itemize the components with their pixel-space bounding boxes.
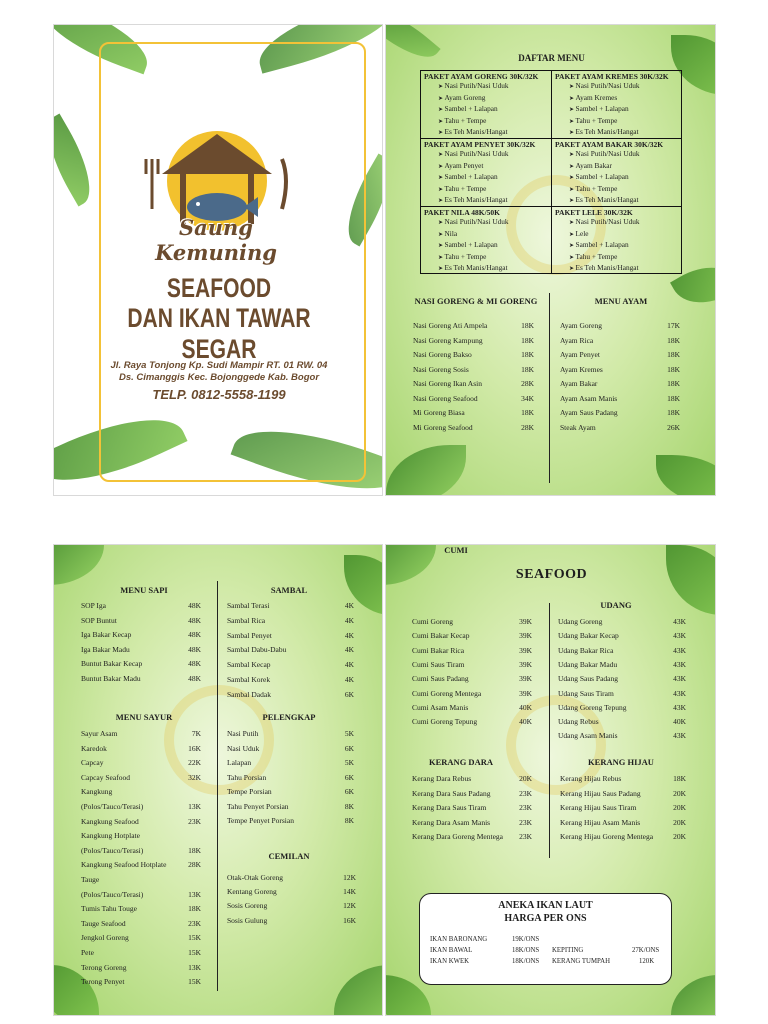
menu-item-name: Pete <box>81 948 94 957</box>
menu-item-name: Udang Saus Tiram <box>558 688 614 698</box>
menu-item-name: Sosis Gulung <box>227 915 268 925</box>
package-item: ➤ Nila <box>438 229 549 240</box>
ikan-price: 27K/ONS <box>632 947 660 954</box>
package-cell: PAKET AYAM PENYET 30K/32K ➤ Nasi Putih/Nasi Uduk ➤ Ayam Penyet ➤ Sambel + Lalapan ➤ Tahu + Tempe ➤ Es Teh Manis/Hangat ➤ <box>421 139 552 207</box>
menu-item-name: Ayam Kremes <box>560 364 603 374</box>
menu-item-price: 40K <box>673 717 686 727</box>
menu-item-price: 18K <box>521 335 534 345</box>
menu-item-price: 18K <box>667 379 680 388</box>
package-item: ➤ Nasi Putih/Nasi Uduk <box>438 217 549 228</box>
harga-per-ons-title: HARGA PER ONS <box>504 913 587 924</box>
ikan-name: KERANG TUMPAH <box>552 958 610 965</box>
package-item <box>569 274 680 275</box>
kerang-hijau-title: KERANG HIJAU <box>588 757 654 767</box>
package-item: ➤ Sambel + Lalapan <box>569 240 680 251</box>
menu-item-price: 4K <box>344 645 354 655</box>
menu-item-name: Cumi Goreng Tepung <box>412 717 478 727</box>
menu-item-price: 32K <box>188 772 201 782</box>
menu-item-name: Kerang Dara Saus Padang <box>412 788 491 798</box>
nasi-goreng-title: NASI GORENG & MI GORENG <box>414 296 538 306</box>
menu-item-name: Kerang Dara Goreng Mentega <box>412 832 503 841</box>
menu-item-name: Cumi Asam Manis <box>412 702 469 712</box>
menu-item-name: Kerang Hijau Saus Tiram <box>560 803 637 812</box>
ikan-price: 120K <box>639 958 655 965</box>
menu-item-name: Kangkung Hotplate <box>81 831 140 841</box>
menu-item-price: 6K <box>344 772 354 782</box>
package-item: ➤ Ayam Kremes <box>569 93 680 104</box>
menu-item-price: 43K <box>673 674 686 684</box>
menu-item-name: Nasi Goreng Ati Ampela <box>413 321 488 330</box>
package-item: ➤ Es Teh Manis/Hangat <box>438 195 549 206</box>
menu-item-price: 48K <box>188 644 201 654</box>
column-divider <box>549 293 550 483</box>
menu-item-price: 15K <box>188 948 201 957</box>
menu-item-price: 4K <box>344 660 354 670</box>
menu-item-name: Sambal Penyet <box>227 630 272 640</box>
menu-item-price: 43K <box>673 617 686 626</box>
menu-item-price: 23K <box>519 788 532 798</box>
menu-item-price: 5K <box>344 729 354 738</box>
menu-item-name: Lalapan <box>227 758 252 767</box>
package-cell: PAKET NILA 48K/50K ➤ Nasi Putih/Nasi Uduk ➤ Nila ➤ Sambel + Lalapan ➤ Tahu + Tempe ➤ Es Teh Manis/Hangat ➤ <box>421 207 552 275</box>
package-item: ➤ Es Teh Manis/Hangat <box>438 127 549 138</box>
menu-item-price: 5K <box>344 758 354 767</box>
menu-item-price: 48K <box>188 673 201 683</box>
menu-item-name: Tahu Penyet Porsian <box>227 801 289 811</box>
brand-name: Saung Kemuning <box>155 215 277 265</box>
package-item: ➤ Sambel + Lalapan <box>438 104 549 115</box>
cemilan-title: CEMILAN <box>268 851 310 861</box>
package-item: ➤ Tahu + Tempe <box>438 184 549 195</box>
menu-item-price: 48K <box>188 630 201 639</box>
menu-item-name: Cumi Bakar Kecap <box>412 631 470 641</box>
package-item: ➤ Ayam Penyet <box>438 161 549 172</box>
sambal-title: SAMBAL <box>270 585 308 595</box>
menu-item-price: 28K <box>521 422 534 432</box>
menu-item-price: 13K <box>188 962 201 972</box>
ikan-price: 18K/ONS <box>512 947 540 954</box>
palm-leaf-decoration <box>53 544 104 585</box>
menu-item-price: 48K <box>188 601 201 610</box>
menu-item-price: 39K <box>519 674 532 684</box>
menu-item-name: Ayam Asam Manis <box>560 393 618 403</box>
menu-item-price: 23K <box>519 832 532 841</box>
menu-item-name: Capcay <box>81 758 104 768</box>
menu-item-price: 23K <box>519 803 532 812</box>
ikan-name: IKAN KWEK <box>430 958 470 965</box>
menu-item-price: 48K <box>188 659 201 668</box>
menu-item-name: Udang Rebus <box>558 717 599 727</box>
menu-item-name: Mi Goreng Seafood <box>413 422 473 432</box>
menu-item-price: 43K <box>673 631 686 641</box>
menu-item-name: Udang Goreng <box>558 617 603 626</box>
menu-item-name: Ayam Penyet <box>560 350 600 359</box>
menu-item-name: Udang Goreng Tepung <box>558 702 627 712</box>
package-item <box>438 274 549 275</box>
menu-item-name: Otak-Otak Goreng <box>227 873 284 882</box>
menu-item-name: Buntut Bakar Madu <box>81 673 141 683</box>
package-item: ➤ Ayam Bakar <box>569 161 680 172</box>
menu-item-price: 4K <box>344 630 354 640</box>
menu-item-price: 18K <box>521 350 534 359</box>
table-divider <box>551 71 552 273</box>
package-item: ➤ Es Teh Manis/Hangat <box>569 195 680 206</box>
menu-item-price: 18K <box>667 335 680 345</box>
ikan-name: IKAN BARONANG <box>430 936 488 943</box>
address-line1: Jl. Raya Tonjong Kp. Sudi Mampir RT. 01 RW. 04 <box>110 360 328 371</box>
menu-item-price: 15K <box>188 933 201 943</box>
package-item: ➤ Tahu + Tempe <box>569 184 680 195</box>
menu-sapi-page <box>53 544 383 1016</box>
package-item: ➤ Nasi Putih/Nasi Uduk <box>569 81 680 92</box>
menu-item-name: Kerang Dara Asam Manis <box>412 817 491 827</box>
menu-item-price: 18K <box>667 350 680 359</box>
menu-item-price: 4K <box>344 675 354 684</box>
package-item: ➤ Sambel + Lalapan <box>438 240 549 251</box>
daftar-menu-title: DAFTAR MENU <box>518 53 585 63</box>
table-divider <box>421 206 681 207</box>
menu-item-price: 18K <box>521 364 534 374</box>
package-item: ➤ Nasi Putih/Nasi Uduk <box>438 81 549 92</box>
menu-item-name: Ayam Rica <box>560 335 594 345</box>
menu-item-name: Kentang Goreng <box>227 887 277 897</box>
menu-item-name: Sayur Asam <box>81 729 118 738</box>
menu-item-price: 39K <box>519 659 532 669</box>
menu-item-price: 6K <box>344 743 354 753</box>
menu-item-name: Cumi Goreng Mentega <box>412 688 482 698</box>
menu-item-name: Tumis Tahu Touge <box>81 904 137 914</box>
palm-leaf-decoration <box>53 114 104 207</box>
menu-item-price: 4K <box>344 601 354 610</box>
menu-item-price: 17K <box>667 321 680 330</box>
menu-item-price: 40K <box>519 702 532 712</box>
package-item: ➤ Sambel + Lalapan <box>569 172 680 183</box>
menu-item-price: 22K <box>188 758 201 768</box>
menu-item-name: Sambal Dabu-Dabu <box>227 645 287 655</box>
menu-item-name: Iga Bakar Madu <box>81 644 130 654</box>
phone-number: TELP. 0812-5558-1199 <box>152 387 286 402</box>
seafood-page <box>385 544 716 1016</box>
aneka-ikan-title: ANEKA IKAN LAUT <box>498 900 593 911</box>
menu-item-name: Kangkung <box>81 787 113 797</box>
menu-item-price: 13K <box>188 889 201 899</box>
menu-item-price: 18K <box>673 774 686 783</box>
menu-item-price: 16K <box>343 915 356 925</box>
palm-leaf-decoration <box>386 445 466 496</box>
ikan-name: KEPITING <box>552 947 584 954</box>
menu-item-price: 39K <box>519 631 532 641</box>
menu-item-price: 8K <box>344 816 354 825</box>
menu-item-price: 4K <box>344 615 354 625</box>
palm-leaf-decoration <box>385 24 441 70</box>
menu-item-name: Ayam Goreng <box>560 321 603 330</box>
menu-item-name: Kerang Hijau Rebus <box>560 774 622 783</box>
menu-item-name: Nasi Goreng Ikan Asin <box>413 379 482 388</box>
menu-item-name: Ayam Bakar <box>560 379 598 388</box>
menu-item-name: Sambal Dadak <box>227 689 271 699</box>
menu-item-price: 40K <box>519 717 532 727</box>
menu-item-name: Kerang Dara Rebus <box>412 774 472 783</box>
package-item: ➤ Es Teh Manis/Hangat <box>569 263 680 274</box>
menu-item-price: 12K <box>343 873 356 882</box>
menu-item-price: 34K <box>521 393 534 403</box>
menu-item-price: 20K <box>673 803 686 812</box>
package-cell: PAKET AYAM KREMES 30K/32K ➤ Nasi Putih/Nasi Uduk ➤ Ayam Kremes ➤ Sambel + Lalapan ➤ Tahu + Tempe ➤ Es Teh Manis/Hangat ➤ <box>552 71 683 139</box>
menu-item-name: Kangkung Seafood <box>81 816 139 826</box>
package-cell: PAKET AYAM GORENG 30K/32K ➤ Nasi Putih/Nasi Uduk ➤ Ayam Goreng ➤ Sambel + Lalapan ➤ Tahu + Tempe ➤ Es Teh Manis/Hangat ➤ <box>421 71 552 139</box>
menu-item-name: Sambal Rica <box>227 615 266 625</box>
menu-item-name: Udang Bakar Rica <box>558 645 614 655</box>
menu-item-price: 39K <box>519 645 532 655</box>
ikan-price: 19K/ONS <box>512 936 540 943</box>
package-cell: PAKET AYAM BAKAR 30K/32K ➤ Nasi Putih/Nasi Uduk ➤ Ayam Bakar ➤ Sambel + Lalapan ➤ Tahu + Tempe ➤ Es Teh Manis/Hangat ➤ <box>552 139 683 207</box>
menu-item-name: Jengkol Goreng <box>81 933 129 943</box>
menu-item-price: 12K <box>343 901 356 911</box>
menu-item-name: Cumi Saus Tiram <box>412 659 465 669</box>
menu-item-price: 39K <box>519 617 532 626</box>
package-item: ➤ Tahu + Tempe <box>569 252 680 263</box>
menu-item-price: 18K <box>667 408 680 417</box>
palm-leaf-decoration <box>53 965 99 1016</box>
menu-sapi-title: MENU SAPI <box>120 585 168 595</box>
menu-item-name: Kerang Hijau Goreng Mentega <box>560 832 654 841</box>
menu-item-name: Nasi Goreng Bakso <box>413 350 472 359</box>
menu-item-name: Nasi Putih <box>227 729 259 738</box>
menu-item-price: 43K <box>673 702 686 712</box>
menu-item-name: Cumi Bakar Rica <box>412 645 465 655</box>
menu-item-name: Nasi Uduk <box>227 743 260 753</box>
menu-item-name: Iga Bakar Kecap <box>81 630 132 639</box>
package-item: ➤ Es Teh Manis/Hangat <box>569 127 680 138</box>
menu-item-name: Kerang Hijau Asam Manis <box>560 817 641 827</box>
package-item: ➤ Nasi Putih/Nasi Uduk <box>569 149 680 160</box>
menu-ayam-title: MENU AYAM <box>594 296 648 306</box>
menu-item-price: 13K <box>188 802 201 811</box>
menu-item-name: Tempe Porsian <box>227 787 272 796</box>
package-item: ➤ Lele <box>569 229 680 240</box>
menu-item-price: 16K <box>188 743 201 753</box>
menu-item-price: 23K <box>188 918 201 928</box>
package-item: ➤ Sambel + Lalapan <box>569 104 680 115</box>
daftar-menu-page <box>385 24 716 496</box>
seafood-title: SEAFOOD <box>515 567 588 582</box>
udang-title: UDANG <box>600 600 632 610</box>
package-item: ➤ Sambel + Lalapan <box>438 172 549 183</box>
cover-title-line2: DAN IKAN TAWAR SEGAR <box>127 303 311 364</box>
menu-item-price: 7K <box>191 729 201 738</box>
menu-item-name: Terong Goreng <box>81 962 127 972</box>
menu-item-name: Tauge Seafood <box>81 918 126 928</box>
menu-item-name: Sambal Terasi <box>227 601 270 610</box>
menu-item-name: Mi Goreng Biasa <box>413 408 465 417</box>
menu-sayur-title: MENU SAYUR <box>115 712 173 722</box>
menu-item-name: Udang Bakar Madu <box>558 659 618 669</box>
address-line2: Ds. Cimanggis Kec. Bojonggede Kab. Bogor <box>118 372 320 383</box>
package-item: ➤ Ayam Goreng <box>438 93 549 104</box>
menu-item-name: (Polos/Tauco/Terasi) <box>81 802 144 811</box>
aneka-ikan-box <box>419 893 672 985</box>
menu-item-name: (Polos/Tauco/Terasi) <box>81 889 144 899</box>
pelengkap-title: PELENGKAP <box>262 712 316 722</box>
menu-item-name: Karedok <box>81 743 107 753</box>
menu-item-price: 18K <box>521 321 534 330</box>
package-item: ➤ Nasi Putih/Nasi Uduk <box>438 149 549 160</box>
menu-item-name: Sambal Korek <box>227 675 271 684</box>
menu-item-price: 28K <box>188 860 201 870</box>
cover-title-line1: SEAFOOD <box>166 273 272 303</box>
menu-item-name: Tempe Penyet Porsian <box>227 816 294 825</box>
menu-item-price: 6K <box>344 689 354 699</box>
menu-item-name: Tauge <box>81 875 100 884</box>
menu-item-price: 6K <box>344 787 354 796</box>
column-divider <box>549 603 550 858</box>
menu-item-price: 15K <box>188 977 201 987</box>
menu-item-price: 28K <box>521 379 534 388</box>
menu-item-price: 43K <box>673 688 686 698</box>
menu-item-name: Kerang Dara Saus Tiram <box>412 803 487 812</box>
menu-item-price: 20K <box>519 774 532 783</box>
menu-item-price: 18K <box>188 904 201 914</box>
menu-item-name: Nasi Goreng Kampung <box>413 335 483 345</box>
menu-item-name: Sosis Goreng <box>227 901 268 911</box>
menu-item-price: 23K <box>519 817 532 827</box>
package-cell: PAKET LELE 30K/32K ➤ Nasi Putih/Nasi Uduk ➤ Lele ➤ Sambel + Lalapan ➤ Tahu + Tempe ➤ Es Teh Manis/Hangat ➤ <box>552 207 683 275</box>
menu-item-name: Kangkung Seafood Hotplate <box>81 860 167 870</box>
menu-item-name: Tahu Porsian <box>227 772 267 782</box>
menu-item-price: 20K <box>673 832 686 841</box>
menu-item-price: 20K <box>673 788 686 798</box>
menu-item-price: 26K <box>667 422 680 432</box>
package-table <box>420 70 682 274</box>
menu-item-price: 43K <box>673 659 686 669</box>
package-item: ➤ Tahu + Tempe <box>438 252 549 263</box>
menu-item-name: Capcay Seafood <box>81 772 130 782</box>
menu-item-price: 18K <box>667 393 680 403</box>
menu-item-name: SOP Iga <box>81 601 106 610</box>
package-item: ➤ Tahu + Tempe <box>569 116 680 127</box>
menu-item-name: Udang Bakar Kecap <box>558 631 619 641</box>
menu-item-name: Sambal Kecap <box>227 660 271 670</box>
menu-item-price: 18K <box>188 845 201 855</box>
menu-item-name: Terong Penyet <box>81 977 125 987</box>
menu-item-name: Udang Saus Padang <box>558 674 618 684</box>
menu-item-price: 18K <box>667 364 680 374</box>
menu-item-name: Nasi Goreng Seafood <box>413 393 478 403</box>
menu-item-name: Kerang Hijau Saus Padang <box>560 788 641 798</box>
menu-item-name: Buntut Bakar Kecap <box>81 659 143 668</box>
menu-item-price: 43K <box>673 731 686 741</box>
cover-page <box>53 24 383 496</box>
menu-item-price: 18K <box>521 408 534 417</box>
ikan-price: 18K/ONS <box>512 958 540 965</box>
menu-item-name: Udang Asam Manis <box>558 731 618 741</box>
menu-item-price: 39K <box>519 688 532 698</box>
menu-item-price: 20K <box>673 817 686 827</box>
palm-leaf-decoration <box>671 975 716 1016</box>
menu-item-name: (Polos/Tauco/Terasi) <box>81 845 144 855</box>
menu-item-price: 23K <box>188 816 201 826</box>
cumi-title: CUMI <box>444 545 468 555</box>
package-item: ➤ Tahu + Tempe <box>438 116 549 127</box>
menu-item-name: Cumi Saus Padang <box>412 674 469 684</box>
column-divider <box>217 581 218 991</box>
ikan-name: IKAN BAWAL <box>430 947 473 954</box>
menu-item-name: Ayam Saus Padang <box>560 408 618 417</box>
menu-item-price: 43K <box>673 645 686 655</box>
menu-item-name: Steak Ayam <box>560 422 596 432</box>
kerang-dara-title: KERANG DARA <box>429 757 493 767</box>
menu-item-name: Cumi Goreng <box>412 617 454 626</box>
package-item: ➤ Es Teh Manis/Hangat <box>438 263 549 274</box>
table-divider <box>421 138 681 139</box>
package-item: ➤ Nasi Putih/Nasi Uduk <box>569 217 680 228</box>
menu-item-price: 8K <box>344 801 354 811</box>
menu-item-price: 48K <box>188 615 201 625</box>
menu-item-price: 14K <box>343 887 356 897</box>
menu-item-name: Nasi Goreng Sosis <box>413 364 469 374</box>
palm-leaf-decoration <box>656 455 716 496</box>
palm-leaf-decoration <box>334 965 383 1016</box>
menu-item-name: SOP Buntut <box>81 615 117 625</box>
